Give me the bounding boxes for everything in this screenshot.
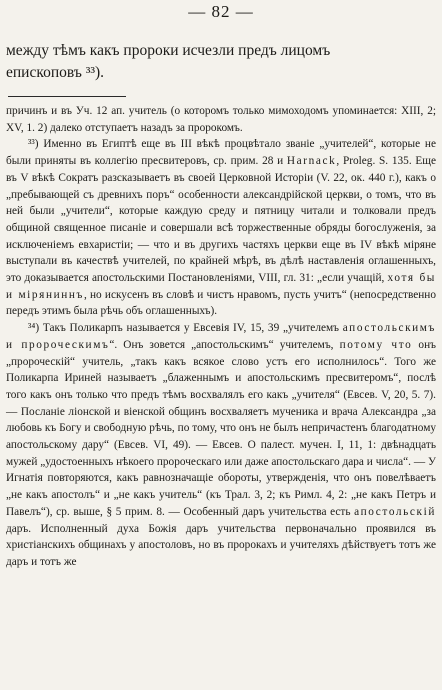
footnote-33-author: Harnack [286, 155, 337, 168]
footnotes [6, 103, 436, 571]
footnote-34-text: ³⁴) Такъ Поликарпъ называется у Евсевія IV, 15, 39 „учителемъ [28, 322, 343, 335]
footnote-34-emphasis: потому что [339, 338, 413, 351]
footnote-34-text: даръ. Исполненный духа Божія даръ учительства первоначально проявился въ христіанскихъ общинахъ у апостоловъ, но въ пророкахъ и учителяхъ дѣйствуетъ тотъ же даръ и тотъ же [6, 522, 436, 568]
footnote-34-emphasis: апостольскимъ и пророческимъ [6, 322, 436, 351]
main-text [6, 40, 436, 81]
footnote-divider [8, 96, 126, 97]
footnote-33 [6, 136, 436, 320]
main-text-line-2: епископовъ ³³). [6, 64, 105, 81]
main-text-line [6, 40, 436, 62]
footnote-34-emphasis: апостольскій [354, 505, 436, 518]
footnote-33-text: , Proleg. S. 135. Еще въ V вѣкѣ Сократъ разсказываетъ въ своей Церковной Исторіи (V. 22, ок. 440 г.), какъ о „пребывающей съ древнихъ поръ“ особенности александрійской церкви, о томъ, что въ ней были „учители“, которые каждую среду и пятницу читали и толковали предъ общиной священное писаніе и совершали всѣ торжественные обряды богослуженія, за исключеніемъ евхаристіи; — что и въ другихъ частяхъ церкви еще въ IV вѣкѣ міряне выступали въ качествѣ учителей, по крайней мѣрѣ, въ дѣлѣ наставленія оглашенныхъ, это доказывается апостольскими Постановленіями, VIII, гл. 31: „если учащій, [6, 155, 436, 285]
footnote-34 [6, 320, 436, 571]
footnote-34-text: “. Онъ зовется „апостольскимъ“ учителемъ, [109, 338, 340, 351]
footnote-continuation: причинъ и въ Уч. 12 ап. учитель (о которомъ только мимоходомъ упоминается: XIII, 2; XV, 1. 2) далеко отступаетъ назадъ за пророкомъ. [6, 105, 436, 134]
footnote-33-text: , но искусенъ въ словѣ и чистъ нравомъ, пусть учитъ“ (непосредственно передъ этимъ была рѣчь объ оглашенныхъ). [6, 288, 436, 318]
footnote-33-text: ³³) Именно въ Египтѣ еще въ III вѣкѣ процвѣтало званіе „учителей“, которые не были приняты въ коллегію пресвитеровъ, ср. прим. 28 и [6, 138, 436, 168]
page-number: — 82 — [188, 2, 254, 21]
main-text-line [6, 62, 104, 84]
footnote-34-text: онъ „пророческій“ учитель, „такъ какъ всякое слово устъ его исполнилось“. Того же Поликарпа Ириней называетъ „блаженнымъ и апостольскимъ пресвитеромъ“, послѣ того какъ онъ только что предъ тѣмъ восхвалялъ его какъ „учителя“ (Евсев. V, 20, 5. 7). — Посланіе ліонской и віенской общинъ восхваляетъ мученика и врача Александра „за любовь къ Богу и свободную рѣчь, по тому, что онъ не былъ непричастенъ благодатному апостольскому дару“ (Евсев. VI, 49). — Евсев. О палест. мучен. I, 11, 1: двѣнадцать мужей „удостоенныхъ нѣкоего пророческаго или даже апостольскаго дара и числа“. — У Игнатія повторяются, какъ равнозначащіе обороты, утвержденія, что онъ повелѣваетъ „не какъ апостолъ“ и „не какъ учитель“ (къ Трал. 3, 2; къ Римл. 4, 2: „не какъ Петръ и Павелъ“), ср. выше, § 5 прим. 8. — Особенный даръ учительства есть [6, 338, 436, 518]
main-text-line-1: между тѣмъ какъ пророки исчезли предъ лицомъ [6, 42, 331, 59]
footnote-33-emphasis: хотя бы и міряниннъ [6, 272, 436, 301]
